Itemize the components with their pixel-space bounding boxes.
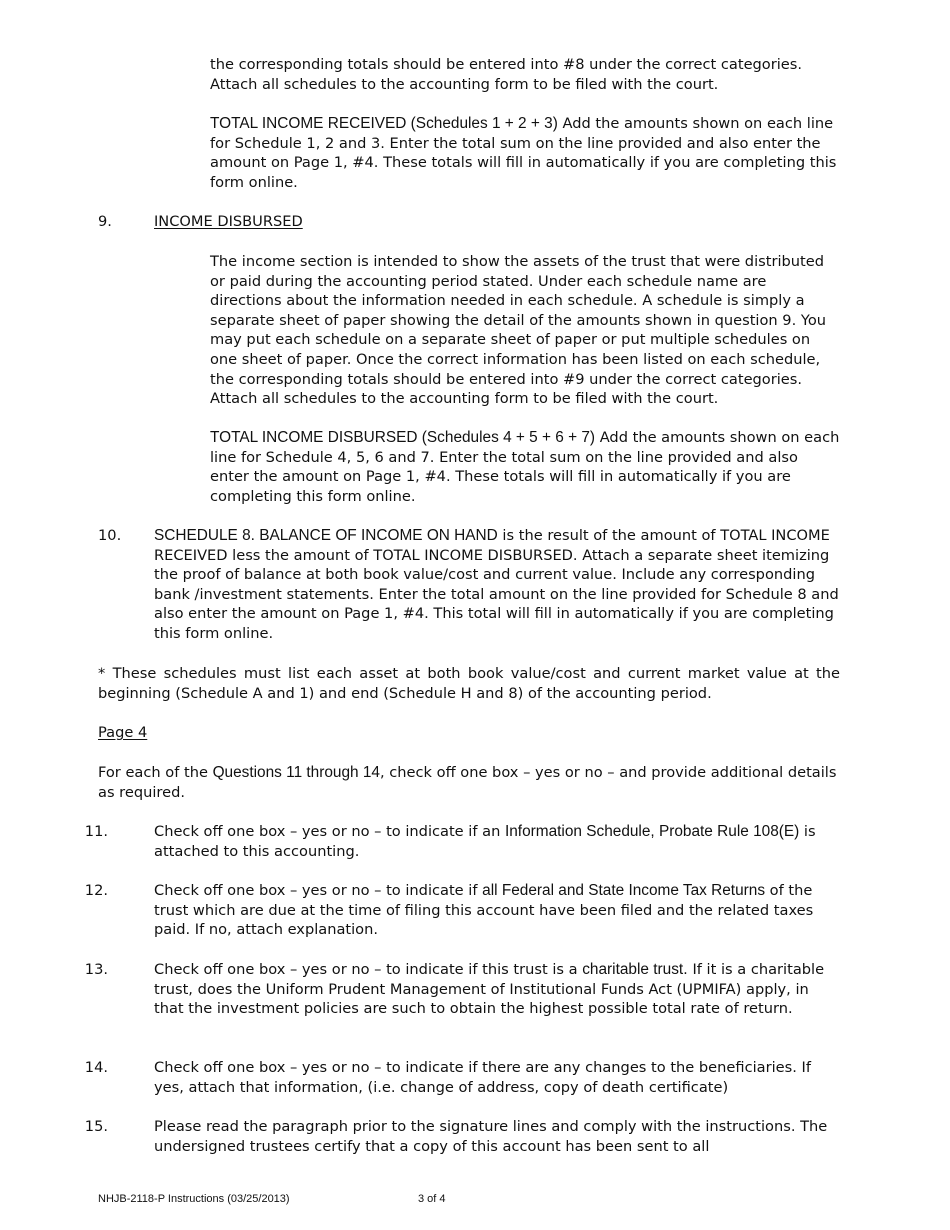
item-10-number: 10. <box>98 527 122 544</box>
schedules-footnote: * These schedules must list each asset at both book value/cost and current market value at the beginning (Schedule A and 1) and end (Schedule H and 8) of the accounting period. <box>98 665 840 702</box>
page-4-intro <box>98 763 840 802</box>
item-15-number: 15. <box>84 1118 108 1135</box>
item-12-number: 12. <box>84 882 108 899</box>
total-income-disbursed-text: Add the amounts shown on each line for Schedule 4, 5, 6 and 7. Enter the total sum on the line provided and also enter the amount on Page 1, #4. These totals will fill in automatically if you are completing this form online. <box>210 429 840 505</box>
total-income-received-paragraph <box>210 114 840 192</box>
total-income-received-label: TOTAL INCOME RECEIVED (Schedules 1 + 2 + 3) <box>210 115 558 132</box>
page-number: 3 of 4 <box>418 1193 446 1205</box>
information-schedule-label: Information Schedule, Probate Rule 108(E) <box>504 823 800 840</box>
item-13-text-start: Check off one box – yes or no – to indicate if this trust is a <box>154 961 583 978</box>
item-9-number: 9. <box>98 213 112 230</box>
item-13-number: 13. <box>84 961 108 978</box>
total-income-received-text: Add the amounts shown on each line for Schedule 1, 2 and 3. Enter the total sum on the line provided and also enter the amount on Page 1, #4. These totals will fill in automatically if you are completing this form online. <box>210 115 837 191</box>
page-4-intro-end: , check off one box – yes or no – and provide additional details as required. <box>98 764 837 801</box>
tax-returns-label: all Federal and State Income Tax Returns <box>482 882 766 899</box>
item-10-paragraph <box>154 526 840 644</box>
item-11-paragraph <box>154 822 840 861</box>
item-13-text-end: . If it is a charitable trust, does the Uniform Prudent Management of Institutional Funds Act (UPMIFA) apply, in that the investment policies are such to obtain the highest possible total rate of return. <box>154 961 825 1018</box>
item-12-paragraph <box>154 881 840 940</box>
carryover-paragraph: the corresponding totals should be entered into #8 under the correct categories. Attach all schedules to the accounting form to be filed with the court. <box>210 56 803 93</box>
total-income-disbursed-paragraph <box>210 428 840 506</box>
schedule-8-label: SCHEDULE 8. BALANCE OF INCOME ON HAND <box>154 527 498 544</box>
item-9-paragraph: The income section is intended to show the assets of the trust that were distributed or paid during the accounting period stated. Under each schedule name are directions about the information needed in each schedule. A schedule is simply a separate sheet of paper showing the detail of the amounts shown in question 9. You may put each schedule on a separate sheet of paper or put multiple schedules on one sheet of paper. Once the correct information has been listed on each schedule, the corresponding totals should be entered into #9 under the correct categories. Attach all schedules to the accounting form to be filed with the court. <box>210 253 827 408</box>
item-11-text-start: Check off one box – yes or no – to indicate if an <box>154 823 505 840</box>
item-11-number: 11. <box>84 823 108 840</box>
item-12-text-end: of the trust which are due at the time of filing this account have been filed and the related taxes paid. If no, attach explanation. <box>154 882 814 939</box>
item-9-heading: INCOME DISBURSED <box>154 213 303 230</box>
page-4-intro-start: For each of the <box>98 764 213 781</box>
item-15-paragraph: Please read the paragraph prior to the signature lines and comply with the instructions. The undersigned trustees certify that a copy of this account has been sent to all <box>154 1118 828 1155</box>
item-10-text: is the result of the amount of TOTAL INCOME RECEIVED less the amount of TOTAL INCOME DISBURSED. Attach a separate sheet itemizing the proof of balance at both book value/cost and current value. Include any corresponding bank /investment statements. Enter the total amount on the line provided for Schedule 8 and also enter the amount on Page 1, #4. This total will fill in automatically if you are completing this form online. <box>154 527 839 642</box>
form-id-footer: NHJB-2118-P Instructions (03/25/2013) <box>98 1193 290 1205</box>
item-14-paragraph: Check off one box – yes or no – to indicate if there are any changes to the beneficiaries. If yes, attach that information, (i.e. change of address, copy of death certificate) <box>154 1059 811 1096</box>
item-13-paragraph <box>154 960 840 1019</box>
page-4-heading: Page 4 <box>98 724 148 741</box>
questions-range-label: Questions 11 through 14 <box>212 764 380 781</box>
charitable-trust-label: charitable trust <box>582 961 684 978</box>
total-income-disbursed-label: TOTAL INCOME DISBURSED (Schedules 4 + 5 + 6 + 7) <box>210 429 596 446</box>
item-12-text-start: Check off one box – yes or no – to indicate if <box>154 882 483 899</box>
item-11-text-end: is attached to this accounting. <box>154 823 816 860</box>
item-14-number: 14. <box>84 1059 108 1076</box>
